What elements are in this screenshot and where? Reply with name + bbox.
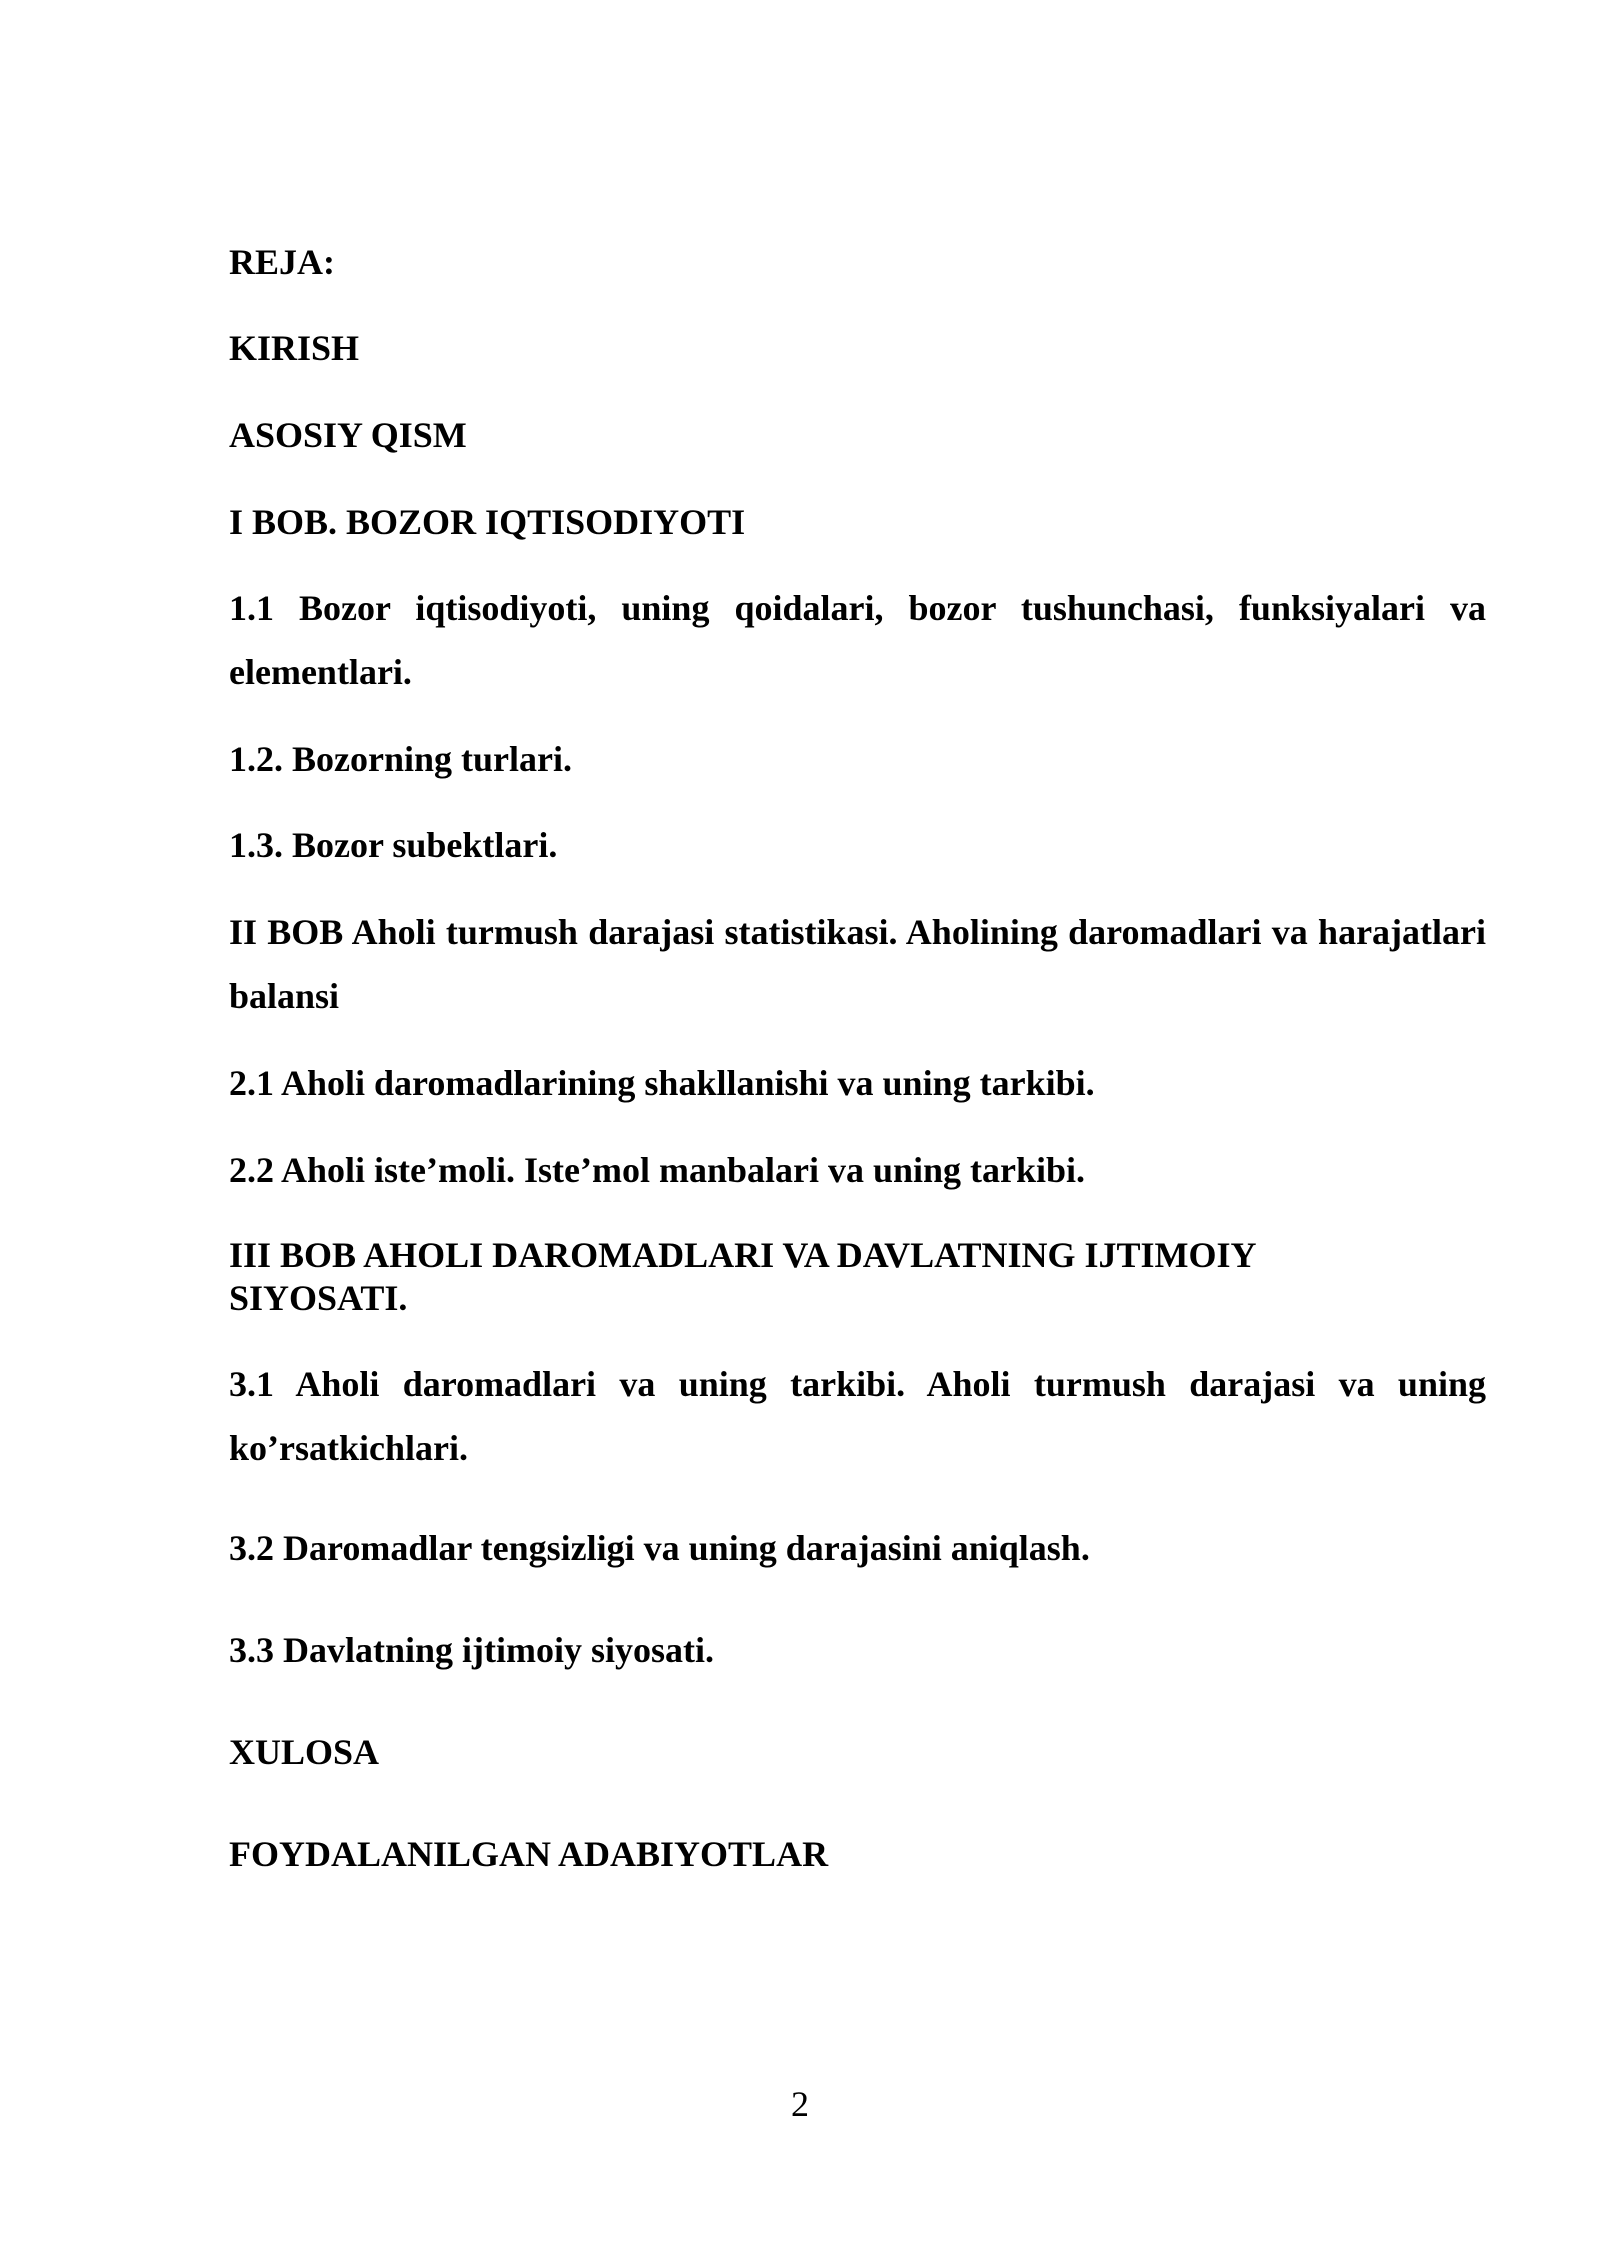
- toc-entry-section-2-1: 2.1 Aholi daromadlarining shakllanishi va uning tarkibi.: [229, 1063, 1095, 1103]
- toc-entry-conclusion: XULOSA: [229, 1732, 380, 1772]
- toc-entry-section-3-2: 3.2 Daromadlar tengsizligi va uning darajasini aniqlash.: [229, 1528, 1090, 1568]
- toc-entry-chapter-1: I BOB. BOZOR IQTISODIYOTI: [229, 502, 746, 542]
- toc-entry-section-3-3: 3.3 Davlatning ijtimoiy siyosati.: [229, 1630, 715, 1670]
- toc-entry-references: FOYDALANILGAN ADABIYOTLAR: [229, 1834, 829, 1874]
- toc-entry-chapter-2: II BOB Aholi turmush darajasi statistikasi. Aholining daromadlari va harajatlari balansi: [229, 912, 1486, 1016]
- toc-entry-section-1-3: 1.3. Bozor subektlari.: [229, 825, 558, 865]
- toc-entry-section-2-2: 2.2 Aholi iste’moli. Iste’mol manbalari va uning tarkibi.: [229, 1150, 1086, 1190]
- toc-entry-main-part: ASOSIY QISM: [229, 415, 467, 455]
- toc-entry-chapter-3: III BOB AHOLI DAROMADLARI VA DAVLATNING IJTIMOIY SIYOSATI.: [229, 1235, 1256, 1318]
- toc-entry-section-1-1: 1.1 Bozor iqtisodiyoti, uning qoidalari, bozor tushunchasi, funksiyalari va elementlari.: [229, 588, 1486, 692]
- plan-heading: REJA:: [229, 242, 335, 282]
- toc-entry-section-1-2: 1.2. Bozorning turlari.: [229, 739, 572, 779]
- toc-entry-introduction: KIRISH: [229, 328, 360, 368]
- toc-entry-section-3-1: 3.1 Aholi daromadlari va uning tarkibi. Aholi turmush darajasi va uning ko’rsatkichlari.: [229, 1364, 1486, 1468]
- page-number: 2: [791, 2084, 809, 2124]
